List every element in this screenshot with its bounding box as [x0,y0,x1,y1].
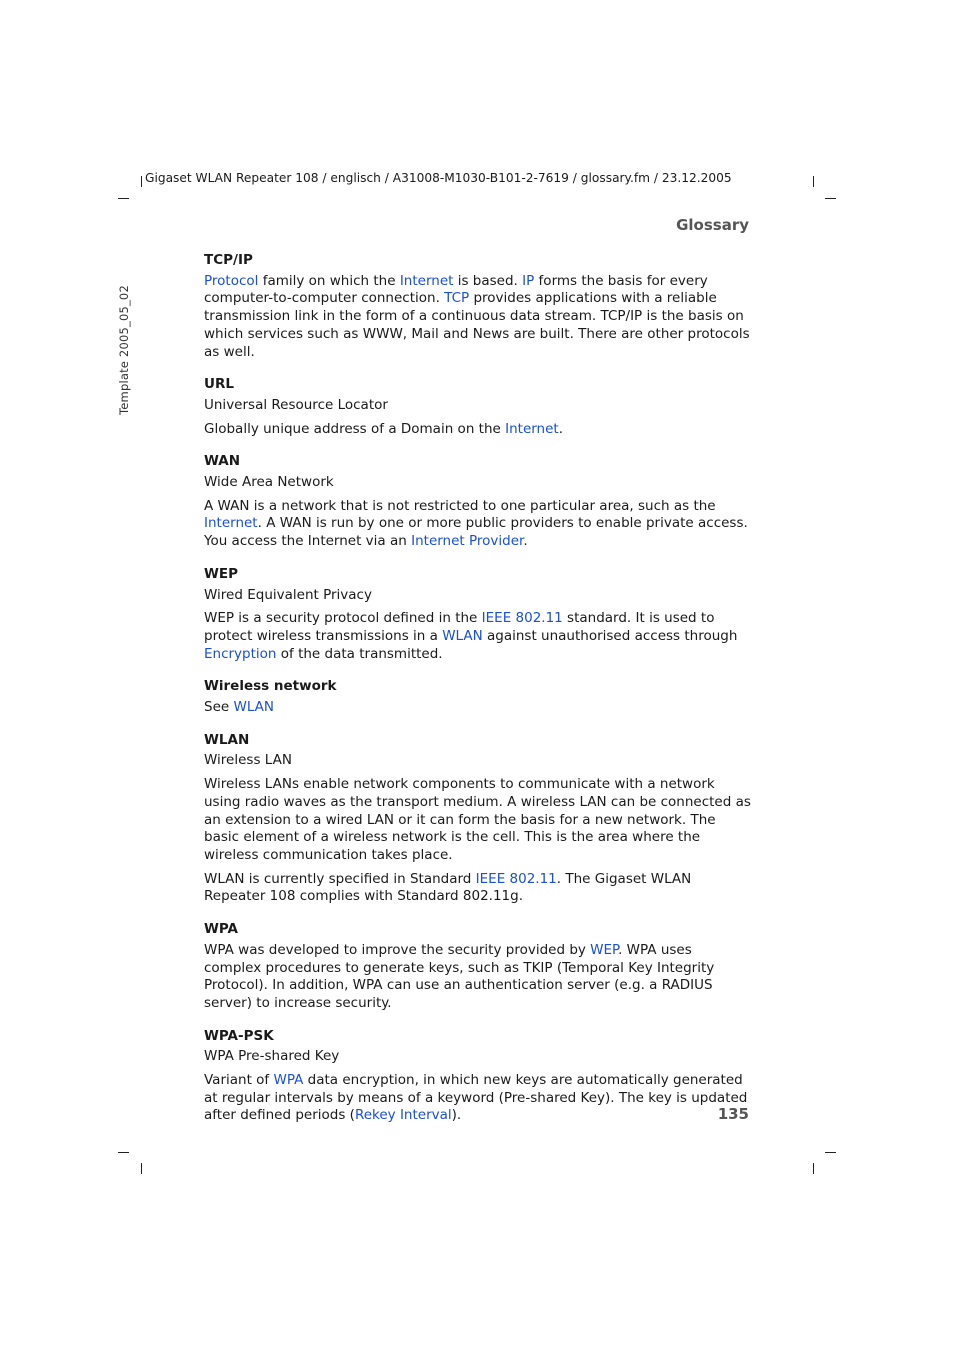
glossary-entry [204,376,752,438]
definition-text: family on which the [258,272,400,289]
cross-reference-link[interactable]: Rekey Interval [354,1107,452,1124]
crop-mark-bottom-left-horizontal [118,1152,129,1153]
template-side-label: Template 2005_05_02 [117,285,131,415]
glossary-term: WAN [204,453,241,470]
cross-reference-link[interactable]: IP [522,272,535,289]
glossary-entry [204,921,752,1013]
glossary-definition [204,1072,752,1125]
definition-text: Universal Resource Locator [204,396,388,413]
definition-text: of the data transmitted. [276,645,443,662]
definition-text: A WAN is a network that is not restricted to one particular area, such as the [204,497,716,514]
crop-mark-top-left-horizontal [118,198,129,199]
definition-text: . WPA uses complex procedures to generate keys, such as TKIP (Temporal Key Integrity Protocol). In addition, WPA can use an authentication server (e.g. a RADIUS server) to increase security. [204,941,715,1011]
glossary-definition [204,942,752,1013]
cross-reference-link[interactable]: WPA [273,1072,304,1089]
cross-reference-link[interactable]: TCP [444,290,470,307]
definition-text: WLAN is currently specified in Standard [204,870,476,887]
glossary-definition [204,273,752,362]
definition-text: Wired Equivalent Privacy [204,586,372,603]
cross-reference-link[interactable]: Internet [204,515,258,532]
definition-text: Globally unique address of a Domain on the [204,420,506,437]
glossary-term: TCP/IP [204,252,253,268]
glossary-entry [204,1028,752,1126]
definition-text: See [204,699,234,716]
glossary-definition [204,610,752,663]
glossary-entry [204,252,752,361]
glossary-definition [204,1048,752,1066]
glossary-entry [204,566,752,664]
glossary-definition [204,474,752,492]
glossary-entry [204,453,752,551]
definition-text: Wireless LANs enable network components to communicate with a network using radio waves as the transport medium. A wireless LAN can be connected as an extension to a wired LAN or it can form the basis for a new network. The basic element of a wireless network is the cell. This is the area where the wireless communication takes place. [204,776,751,863]
definition-text: WEP is a security protocol defined in the [204,610,482,627]
cross-reference-link[interactable]: IEEE 802.11 [475,870,557,887]
cross-reference-link[interactable]: Internet [399,272,454,289]
section-title: Glossary [676,216,749,234]
glossary-term: WPA [204,921,238,938]
definition-text: Variant of [204,1072,274,1089]
glossary-entry [204,678,752,716]
glossary-term: WEP [204,565,239,582]
definition-text: ). [451,1107,462,1124]
cross-reference-link[interactable]: WLAN [233,699,274,716]
glossary-term: WLAN [204,731,250,748]
definition-text: WPA was developed to improve the security provided by [204,941,591,958]
cross-reference-link[interactable]: IEEE 802.11 [481,610,563,627]
crop-mark-top-left-vertical [141,176,142,187]
definition-text: provides applications with a reliable transmission link in the form of a continuous data stream. TCP/IP is the basis on which services such as WWW, Mail and News are built. There are other protocols as well. [204,290,750,360]
crop-mark-bottom-right-vertical [813,1163,814,1174]
definition-text: . A WAN is run by one or more public providers to enable private access. You access the Internet via an [204,515,748,550]
glossary-definition [204,776,752,865]
crop-mark-bottom-right-horizontal [825,1152,836,1153]
definition-text: standard. It is used to protect wireless transmissions in a [204,610,715,644]
glossary-content [204,252,752,1140]
glossary-definition [204,587,752,605]
definition-text: . [523,533,528,550]
cross-reference-link[interactable]: WEP [590,941,619,958]
cross-reference-link[interactable]: Internet Provider [411,533,524,550]
definition-text: against unauthorised access through [482,627,738,644]
definition-text: Wireless LAN [204,752,292,769]
glossary-term: Wireless network [204,678,337,695]
definition-text: is based. [453,272,523,289]
glossary-definition [204,498,752,551]
crop-mark-bottom-left-vertical [141,1163,142,1174]
running-head: Gigaset WLAN Repeater 108 / englisch / A31008-M1030-B101-2-7619 / glossary.fm / 23.12.2005 [145,171,732,185]
page-number: 135 [717,1105,749,1123]
definition-text: WPA Pre-shared Key [204,1048,340,1065]
definition-text: forms the basis for every computer-to-computer connection. [204,272,708,307]
glossary-definition [204,871,752,906]
cross-reference-link[interactable]: Internet [505,420,559,437]
glossary-definition [204,397,752,415]
cross-reference-link[interactable]: Encryption [204,645,277,662]
definition-text: . The Gigaset WLAN Repeater 108 complies with Standard 802.11g. [204,870,692,905]
glossary-term: WPA-PSK [204,1027,274,1044]
cross-reference-link[interactable]: Protocol [204,272,259,289]
definition-text: . [558,420,564,437]
glossary-entry [204,732,752,906]
crop-mark-top-right-horizontal [825,198,836,199]
glossary-term: URL [204,376,234,393]
definition-text: data encryption, in which new keys are automatically generated at regular intervals by means of a keyword (Pre-shared Key). The key is updated after defined periods ( [204,1072,748,1124]
cross-reference-link[interactable]: WLAN [442,627,483,644]
crop-mark-top-right-vertical [813,176,814,187]
glossary-definition [204,421,752,439]
glossary-definition [204,699,752,717]
glossary-definition [204,752,752,770]
definition-text: Wide Area Network [204,474,334,491]
